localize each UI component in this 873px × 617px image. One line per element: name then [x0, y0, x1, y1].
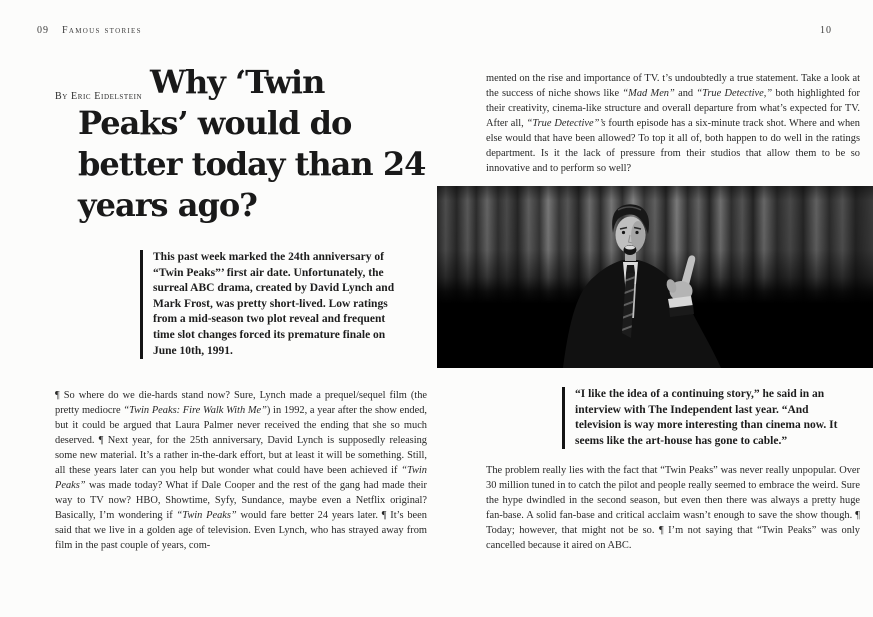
body-text-right-top: mented on the rise and importance of TV. t’s undoubtedly a true statement. Take a look at the success of niche shows like “Mad Men” and “True Detective,” both highlighted for their creativity, cinema-like structure and overall departure from what’s expected for TV. After all, “True Detective”’s fourth episode has a six-minute track shot. Where and when else would that have been allowed? To top it all of, both happen to do well in the ratings department. Is it the lack of pressure from their studios that allow them to be so innovative and to perform so well?	[486, 73, 860, 174]
body-text-left: ¶ So where do we die-hards stand now? Sure, Lynch made a prequel/sequel film (the pretty mediocre “Twin Peaks: Fire Walk With Me”) in 1992, a year after the show ended, but it could be argued that Laura Palmer never received the ending that she so much deserved. ¶ Next year, for the 25th anniversary, David Lynch is supposedly releasing some new material. It’s a rather in-the-dark effort, but at least it will be something. Still, all these years later can you help but wonder what could have been achieved if “Twin Peaks” was made today? What if Dale Cooper and the rest of the gang had made their way to TV now? HBO, Showtime, Syfy, Sundance, maybe even a Netflix original? Basically, I’m wondering if “Twin Peaks” would fare better 24 years later. ¶ It’s been said that we live in a golden age of television. Even Lynch, who has strayed away from film in the past couple of years, com-	[55, 390, 427, 551]
article-photo	[437, 186, 873, 368]
article-title: Why ‘Twin Peaks’ would do better today than 24 years ago?	[78, 63, 426, 224]
twin-peaks-photo-illustration	[437, 186, 873, 368]
byline: By Eric Eidelstein	[55, 91, 143, 102]
page-number-right: 10	[820, 25, 832, 36]
running-header	[37, 25, 142, 36]
section-title: Famous stories	[62, 25, 142, 36]
pull-quote-left: This past week marked the 24th anniversary of “Twin Peaks”’ first air date. Unfortunately, the surreal ABC drama, created by David Lynch and Mark Frost, was pretty short-lived. Low ratings from a mid-season two plot reveal and frequent time slot changes forced its premature finale on June 10th, 1991.	[140, 250, 398, 359]
page-number-left: 09	[37, 25, 49, 36]
body-text-right-bottom: The problem really lies with the fact that “Twin Peaks” was never really unpopular. Over 30 million tuned in to catch the pilot and people really seemed to embrace the weird. Sure the hype dwindled in the second season, but even then there was always a pretty huge fan-base. A solid fan-base and critical acclaim wasn’t enough to save the show though. ¶ Today; however, that might not be so. ¶ I’m not saying that “Twin Peaks” was only cancelled because it aired on ABC.	[486, 465, 860, 551]
pull-quote-right: “I like the idea of a continuing story,” he said in an interview with The Independent last year. “And television is way more interesting than cinema now. It seems like the art-house has gone to cable.”	[562, 387, 838, 449]
